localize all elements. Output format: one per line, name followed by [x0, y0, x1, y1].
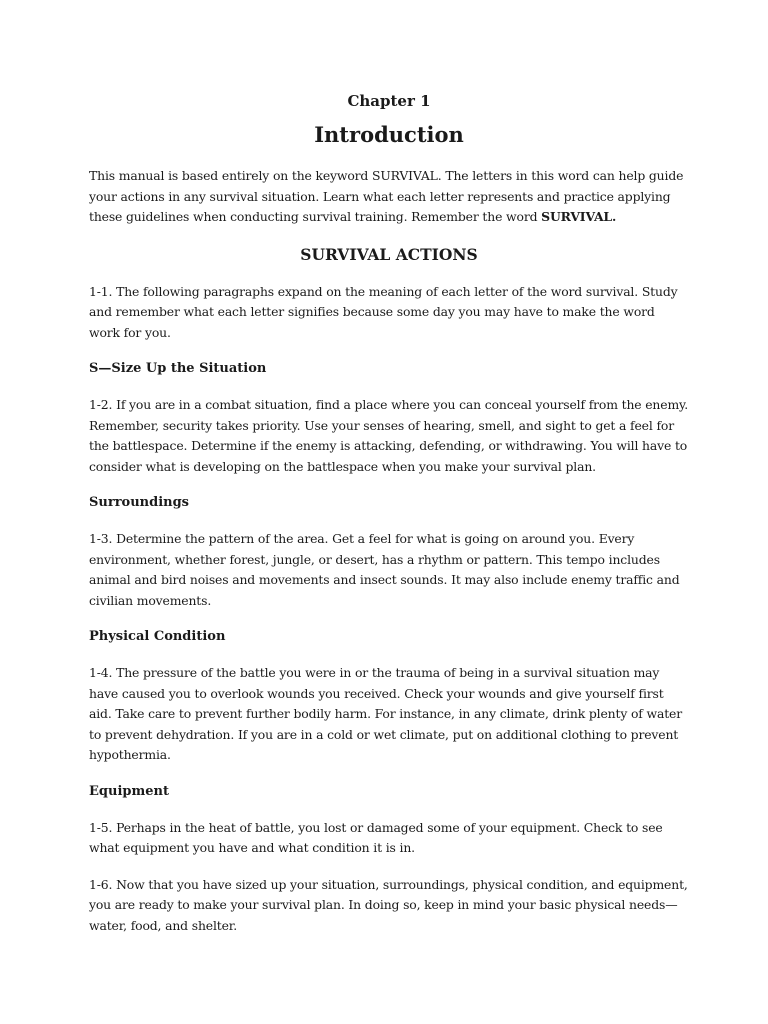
heading-size-up: S—Size Up the Situation [89, 361, 267, 376]
section-title: SURVIVAL ACTIONS [300, 244, 478, 264]
intro-emphasis: SURVIVAL. [541, 209, 617, 224]
paragraph-1-4: 1-4. The pressure of the battle you were in or the trauma of being in a survival situation may have caused you to overlook wounds you received. Check your wounds and give yourself first aid. Take care to prevent further bodily harm. For instance, in any climate, drink plenty of water to prevent dehydration. If you are in a cold or wet climate, put on additional clothing to prevent hypothermia. [89, 665, 682, 762]
paragraph-1-1: 1-1. The following paragraphs expand on the meaning of each letter of the word survival. Study and remember what each letter signifies because some day you may have to make the word work for you. [89, 283, 678, 340]
paragraph-1-2: 1-2. If you are in a combat situation, find a place where you can conceal yourself from the enemy. Remember, security takes priority. Use your senses of hearing, smell, and sight to get a feel for the battlespace. Determine if the enemy is attacking, defending, or withdrawing. You will have to consider what is developing on the battlespace when you make your survival plan. [89, 397, 689, 474]
paragraph-1-3: 1-3. Determine the pattern of the area. Get a feel for what is going on around you. Every environment, whether forest, jungle, or desert, has a rhythm or pattern. This tempo includes animal and bird noises and movements and insect sounds. It may also include enemy traffic and civilian movements. [89, 531, 680, 608]
paragraph-1-5: 1-5. Perhaps in the heat of battle, you lost or damaged some of your equipment. Check to see what equipment you have and what condition it is in. [89, 819, 663, 855]
document-page [89, 90, 689, 952]
chapter-label: Chapter 1 [347, 92, 431, 110]
heading-surroundings: Surroundings [89, 495, 190, 510]
intro-paragraph [89, 166, 689, 228]
page-title: Introduction [314, 122, 464, 147]
paragraph-1-6: 1-6. Now that you have sized up your situation, surroundings, physical condition, and equipment, you are ready to make your survival plan. In doing so, keep in mind your basic physical needs—water, food, and shelter. [89, 876, 688, 933]
intro-text: This manual is based entirely on the keyword SURVIVAL. The letters in this word can help guide your actions in any survival situation. Learn what each letter represents and practice applying these guidelines when conducting survival training. Remember the word [89, 168, 684, 224]
heading-physical-condition: Physical Condition [89, 629, 226, 644]
heading-equipment: Equipment [89, 783, 169, 799]
